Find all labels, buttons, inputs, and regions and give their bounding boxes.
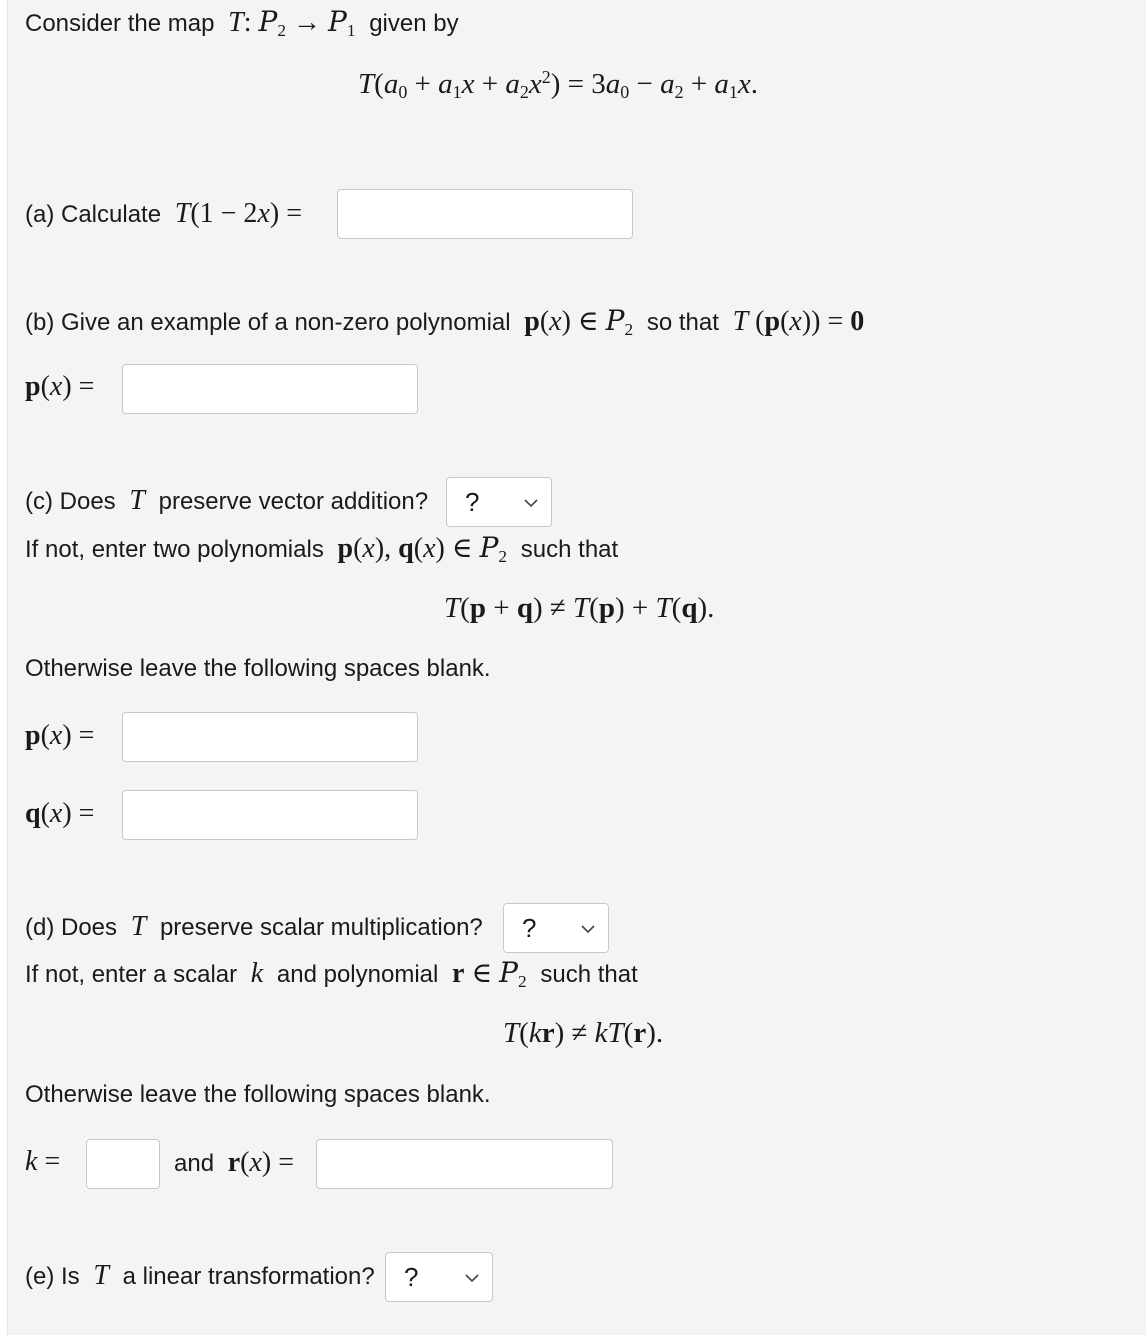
part-e-question [25,1260,375,1292]
part-a-label [25,198,302,230]
part-d-and-polynomial: and polynomial [276,961,439,988]
chevron-down-icon [523,497,539,509]
part-d-k-label: k = [25,1146,61,1177]
part-d-r-expr: r ∈ $P_2$ [452,956,527,991]
part-d-instruction [25,957,638,990]
intro-text-before: Consider the map [25,10,215,37]
part-c-q-label: q(x) = [25,798,95,829]
part-b-p-input[interactable] [122,364,418,414]
part-d-r-expression: r(x) = [227,1147,295,1178]
part-c-instruction [25,532,618,565]
part-b-so-that: so that [646,309,719,336]
part-e-select-value: ? [404,1262,419,1292]
part-e-T-symbol: T [93,1260,109,1291]
part-c-T-symbol: T [129,485,145,516]
part-a-label-text: (a) Calculate [25,201,162,228]
part-d-question [25,911,483,943]
part-e-select[interactable] [385,1252,493,1302]
part-b-prompt-text: (b) Give an example of a non-zero polynomial [25,309,511,336]
part-c-question [25,485,428,517]
part-b-p-label: p(x) = [25,371,95,402]
chevron-down-icon [464,1272,480,1284]
part-b-poly-expr: p(x) ∈ $P_2$ [524,304,634,339]
part-e-question-text: (e) Is [25,1263,80,1290]
part-a-answer-input[interactable] [337,189,633,239]
part-d-question-rest: preserve scalar multiplication? [159,914,483,941]
part-d-select-value: ? [522,913,537,943]
part-d-such-that: such that [540,961,638,988]
map-notation: T: $P_2 \to P_1$ [228,5,356,40]
part-c-such-that: such that [520,536,619,563]
part-b-prompt [25,305,864,338]
map-formula: $T(a_0 + a_1x + a_2x^2) = 3a_0 - a_2 + a_1x$. [358,67,759,103]
part-e-question-rest: a linear transformation? [122,1263,375,1290]
part-d-k-input[interactable] [86,1139,160,1189]
part-c-select[interactable] [446,477,552,527]
intro-text-after: given by [369,10,459,37]
part-c-question-rest: preserve vector addition? [158,488,429,515]
part-d-question-text: (d) Does [25,914,118,941]
part-c-q-input[interactable] [122,790,418,840]
part-d-r-label [174,1147,294,1179]
part-d-k-symbol: k [250,958,264,989]
part-c-p-input[interactable] [122,712,418,762]
chevron-down-icon [580,923,596,935]
intro-line [25,6,459,39]
part-d-select[interactable] [503,903,609,953]
part-d-r-input[interactable] [316,1139,613,1189]
part-d-T-symbol: T [130,911,147,942]
part-c-p-label: p(x) = [25,720,95,751]
part-d-formula: T(kr) ≠ kT(r). [503,1017,664,1049]
part-c-select-value: ? [465,487,480,517]
part-c-instruction-text: If not, enter two polynomials [25,536,324,563]
part-a-expression: T(1 − 2x) = [174,198,302,229]
part-d-instruction-text: If not, enter a scalar [25,961,238,988]
part-c-question-text: (c) Does [25,488,116,515]
part-c-poly-expr: p(x), q(x) ∈ $P_2$ [337,531,508,566]
part-d-and-label: and [174,1150,215,1177]
part-b-condition: T (p(x)) = 0 [732,306,865,337]
part-d-otherwise: Otherwise leave the following spaces blank. [25,1081,491,1108]
part-c-otherwise: Otherwise leave the following spaces blank. [25,655,491,682]
part-c-formula: T(p + q) ≠ T(p) + T(q). [444,592,715,624]
